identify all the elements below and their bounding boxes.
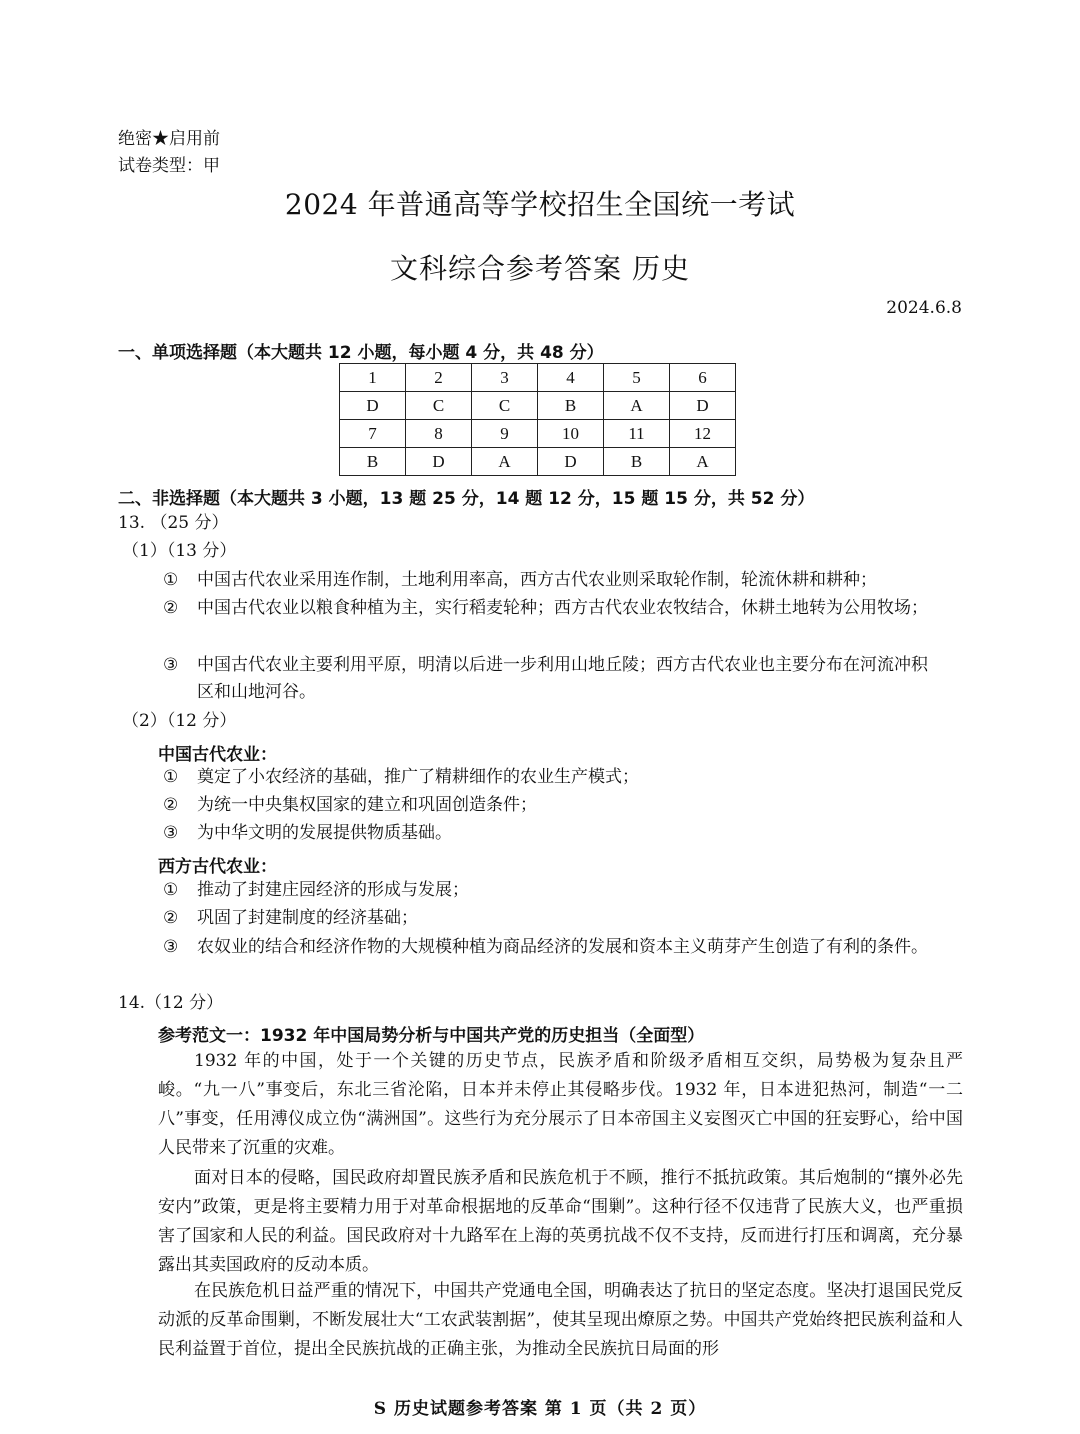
list-item <box>163 567 963 594</box>
list-item <box>163 595 963 649</box>
item-text: 中国古代农业以粮食种植为主，实行稻麦轮种；西方古代农业农牧结合，休耕土地转为公用牧场； <box>197 598 928 618</box>
question-number-cell: 12 <box>670 420 736 448</box>
item-number: ③ <box>163 937 179 957</box>
answer-cell: C <box>406 392 472 420</box>
list-item <box>163 820 963 847</box>
question-number-cell: 7 <box>340 420 406 448</box>
question-number-cell: 5 <box>604 364 670 392</box>
list-item <box>163 792 963 819</box>
answer-cell: A <box>472 448 538 476</box>
list-item <box>163 877 963 904</box>
item-text: 中国古代农业主要利用平原，明清以后进一步利用山地丘陵；西方古代农业也主要分布在河流冲积区和山地河谷。 <box>197 655 928 702</box>
item-number: ② <box>163 598 179 618</box>
item-text: 奠定了小农经济的基础，推广了精耕细作的农业生产模式； <box>197 767 639 787</box>
west-heading: 西方古代农业： <box>158 857 277 877</box>
china-heading: 中国古代农业： <box>158 745 277 765</box>
item-number: ① <box>163 570 179 590</box>
q13-label: 13. （25 分） <box>118 513 229 533</box>
page-subtitle: 文科综合参考答案 历史 <box>390 252 690 285</box>
question-number-cell: 9 <box>472 420 538 448</box>
q13-part1-label: （1）（13 分） <box>122 541 237 561</box>
list-item <box>163 764 963 791</box>
q14-label: 14.（12 分） <box>118 993 224 1013</box>
item-text: 农奴业的结合和经济作物的大规模种植为商品经济的发展和资本主义萌芽产生创造了有利的条件。 <box>197 937 928 957</box>
question-number-cell: 3 <box>472 364 538 392</box>
question-number-cell: 10 <box>538 420 604 448</box>
answer-table <box>339 363 736 476</box>
table-row <box>340 364 736 392</box>
item-number: ② <box>163 908 179 928</box>
table-row <box>340 392 736 420</box>
question-number-cell: 4 <box>538 364 604 392</box>
answer-cell: D <box>670 392 736 420</box>
item-number: ① <box>163 767 179 787</box>
question-number-cell: 8 <box>406 420 472 448</box>
q13-part2-label: （2）（12 分） <box>122 711 237 731</box>
essay-paragraph: 在民族危机日益严重的情况下，中国共产党通电全国，明确表达了抗日的坚定态度。坚决打退国民党反动派的反革命围剿，不断发展壮大“工农武装割据”，使其呈现出燎原之势。中国共产党始终把民族利益和人民利益置于首位，提出全民族抗战的正确主张，为推动全民族抗日局面的形 <box>158 1281 963 1359</box>
answer-cell: D <box>340 392 406 420</box>
item-number: ① <box>163 880 179 900</box>
answer-cell: B <box>538 392 604 420</box>
item-text: 为中华文明的发展提供物质基础。 <box>197 823 452 843</box>
essay-title: 参考范文一：1932 年中国局势分析与中国共产党的历史担当（全面型） <box>158 1026 705 1046</box>
question-number-cell: 6 <box>670 364 736 392</box>
list-item <box>163 905 963 932</box>
question-number-cell: 1 <box>340 364 406 392</box>
question-number-cell: 2 <box>406 364 472 392</box>
answer-cell: C <box>472 392 538 420</box>
table-row <box>340 420 736 448</box>
section2-heading: 二、非选择题（本大题共 3 小题，13 题 25 分，14 题 12 分，15 题 15 分，共 52 分） <box>118 489 815 509</box>
exam-date: 2024.6.8 <box>886 298 962 318</box>
item-text: 中国古代农业采用连作制，土地利用率高，西方古代农业则采取轮作制，轮流休耕和耕种； <box>197 570 877 590</box>
answer-cell: B <box>340 448 406 476</box>
confidential-label: 绝密★启用前 <box>118 129 220 149</box>
item-number: ② <box>163 795 179 815</box>
section1-heading: 一、单项选择题（本大题共 12 小题，每小题 4 分，共 48 分） <box>118 343 604 363</box>
answer-cell: D <box>538 448 604 476</box>
paper-type-label: 试卷类型：甲 <box>118 156 220 176</box>
item-text: 为统一中央集权国家的建立和巩固创造条件； <box>197 795 537 815</box>
list-item <box>163 652 963 706</box>
item-text: 推动了封建庄园经济的形成与发展； <box>197 880 469 900</box>
item-text: 巩固了封建制度的经济基础； <box>197 908 418 928</box>
list-item <box>163 934 963 988</box>
table-row <box>340 448 736 476</box>
essay-paragraph: 1932 年的中国，处于一个关键的历史节点，民族矛盾和阶级矛盾相互交织，局势极为复杂且严峻。“九一八”事变后，东北三省沦陷，日本并未停止其侵略步伐。1932 年，日本进犯热河，制造“一二八”事变，任用溥仪成立伪“满洲国”。这些行为充分展示了日本帝国主义妄图灭亡中国的狂妄野心，给中国人民带来了沉重的灾难。 <box>158 1051 963 1158</box>
answer-cell: A <box>670 448 736 476</box>
page-footer: S 历史试题参考答案 第 1 页（共 2 页） <box>373 1399 707 1419</box>
item-number: ③ <box>163 823 179 843</box>
answer-cell: A <box>604 392 670 420</box>
answer-cell: B <box>604 448 670 476</box>
answer-cell: D <box>406 448 472 476</box>
item-number: ③ <box>163 655 179 675</box>
page-title: 2024 年普通高等学校招生全国统一考试 <box>284 188 796 221</box>
essay-paragraph: 面对日本的侵略，国民政府却置民族矛盾和民族危机于不顾，推行不抵抗政策。其后炮制的“攘外必先安内”政策，更是将主要精力用于对革命根据地的反革命“围剿”。这种行径不仅违背了民族大义，也严重损害了国家和人民的利益。国民政府对十九路军在上海的英勇抗战不仅不支持，反而进行打压和调离，充分暴露出其卖国政府的反动本质。 <box>158 1168 963 1275</box>
question-number-cell: 11 <box>604 420 670 448</box>
